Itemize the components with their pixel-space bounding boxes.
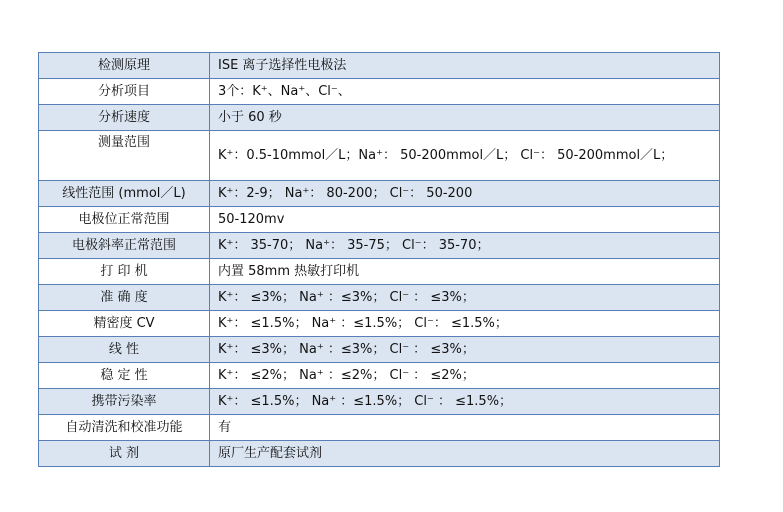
row-label: 线性范围 (mmol／L) [39, 181, 210, 207]
row-label: 分析项目 [39, 79, 210, 105]
row-electrode-slope-range [39, 233, 720, 259]
specification-table [38, 52, 720, 467]
row-value: 小于 60 秒 [210, 105, 720, 131]
row-value: K⁺： ≤3%； Na⁺ ：≤3%； Cl⁻ ： ≤3%； [210, 337, 720, 363]
row-value: K⁺： ≤1.5%； Na⁺ ：≤1.5%； Cl⁻ ： ≤1.5%； [210, 389, 720, 415]
row-value: K⁺： 35-70； Na⁺： 35-75； Cl⁻： 35-70； [210, 233, 720, 259]
row-value: 50-120mv [210, 207, 720, 233]
row-value: K⁺：2-9； Na⁺： 80-200； Cl⁻： 50-200 [210, 181, 720, 207]
row-measurement-range [39, 131, 720, 181]
row-linearity [39, 337, 720, 363]
row-label: 线 性 [39, 337, 210, 363]
row-value: K⁺： ≤3%； Na⁺ ：≤3%； Cl⁻ ： ≤3%； [210, 285, 720, 311]
row-value: K⁺：0.5-10mmol／L；Na⁺： 50-200mmol／L； Cl⁻： 50-200mmol／L； [210, 131, 720, 181]
row-label: 自动清洗和校准功能 [39, 415, 210, 441]
row-printer [39, 259, 720, 285]
row-label: 电极位正常范围 [39, 207, 210, 233]
row-label: 分析速度 [39, 105, 210, 131]
row-stability [39, 363, 720, 389]
row-label: 试 剂 [39, 441, 210, 467]
row-value: K⁺： ≤2%； Na⁺ ：≤2%； Cl⁻ ： ≤2%； [210, 363, 720, 389]
row-value: K⁺： ≤1.5%； Na⁺ ：≤1.5%； Cl⁻： ≤1.5%； [210, 311, 720, 337]
row-accuracy [39, 285, 720, 311]
row-value: 原厂生产配套试剂 [210, 441, 720, 467]
row-label: 测量范围 [39, 131, 210, 181]
row-analysis-items [39, 79, 720, 105]
row-electrode-potential-range [39, 207, 720, 233]
row-value: 3个：K⁺、Na⁺、Cl⁻、 [210, 79, 720, 105]
row-analysis-speed [39, 105, 720, 131]
row-auto-clean-calibrate [39, 415, 720, 441]
row-label: 电极斜率正常范围 [39, 233, 210, 259]
row-value: ISE 离子选择性电极法 [210, 53, 720, 79]
row-value: 有 [210, 415, 720, 441]
row-label: 打 印 机 [39, 259, 210, 285]
row-precision-cv [39, 311, 720, 337]
row-carryover [39, 389, 720, 415]
row-label: 检测原理 [39, 53, 210, 79]
row-detection-principle [39, 53, 720, 79]
row-label: 准 确 度 [39, 285, 210, 311]
row-label: 稳 定 性 [39, 363, 210, 389]
row-linear-range [39, 181, 720, 207]
row-value: 内置 58mm 热敏打印机 [210, 259, 720, 285]
row-reagent [39, 441, 720, 467]
row-label: 携带污染率 [39, 389, 210, 415]
row-label: 精密度 CV [39, 311, 210, 337]
